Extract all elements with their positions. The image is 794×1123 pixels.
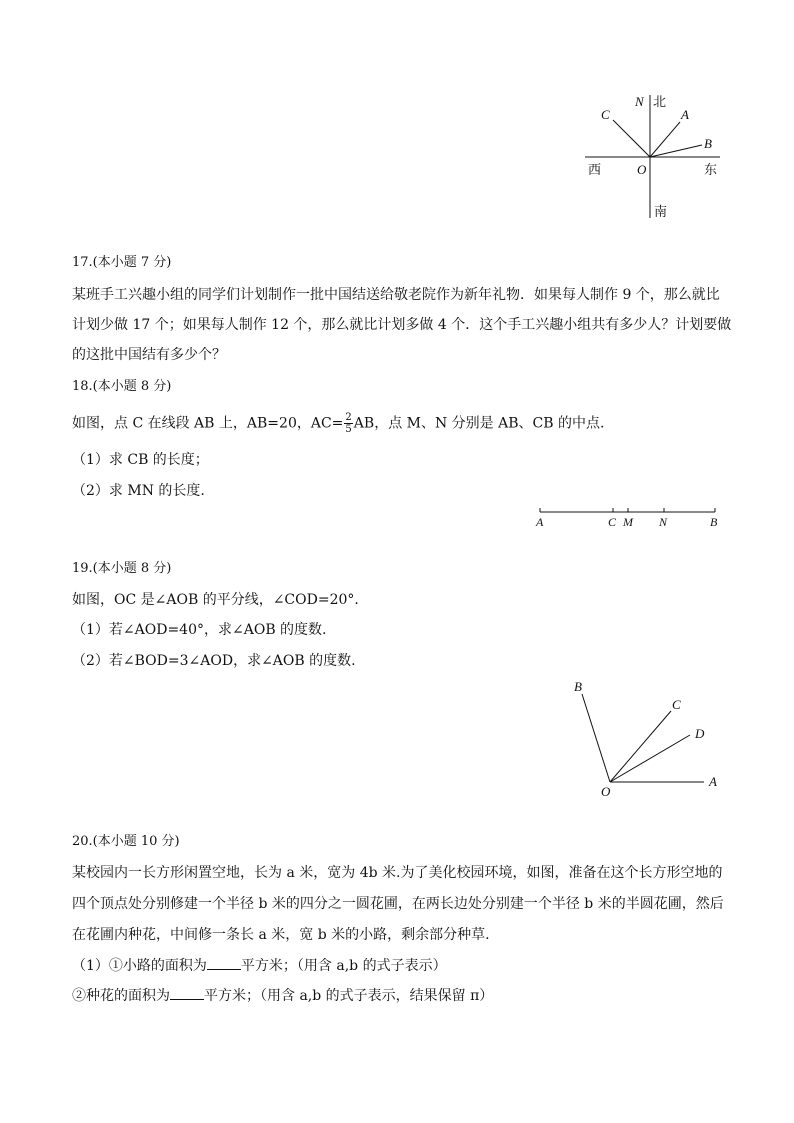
q20-heading: 20.(本小题 10 分) [72, 834, 180, 849]
angle-label-a: A [709, 774, 717, 789]
q19-part2: （2）若∠BOD=3∠AOD，求∠AOB 的度数. [72, 653, 356, 669]
q20-part1 [72, 956, 447, 976]
q18-text-line1 [72, 412, 604, 435]
q20-part2-prefix: ②种花的面积为 [72, 988, 170, 1004]
label-n: N [635, 94, 644, 109]
angle-label-d: D [695, 726, 705, 741]
ray-oc [613, 120, 650, 157]
label-b: B [704, 136, 712, 151]
label-c: C [601, 107, 610, 122]
q17-heading: 17.(本小题 7 分) [72, 255, 172, 270]
q17-text-line3: 的这批中国结有多少个？ [72, 347, 226, 363]
q19-text-line1: 如图，OC 是∠AOB 的平分线，∠COD=20°． [72, 592, 369, 608]
angle-figure [568, 676, 728, 802]
label-dong: 东 [704, 162, 718, 177]
q19-part1: （1）若∠AOD=40°，求∠AOB 的度数. [72, 622, 327, 638]
fraction-two-fifths [344, 412, 352, 435]
q17-text-line2: 计划少做 17 个；如果每人制作 12 个，那么就比计划多做 4 个．这个手工兴趣小组共有多少人？计划要做 [72, 317, 732, 333]
q20-part2-suffix: 平方米；（用含 a,b 的式子表示，结果保留 π） [204, 988, 494, 1004]
angle-label-c: C [672, 697, 681, 712]
ray-od [610, 735, 690, 782]
point-b-label: B [710, 515, 718, 529]
label-a: A [681, 107, 689, 122]
point-m-label: M [623, 515, 633, 529]
label-o: O [637, 162, 647, 177]
ray-oa [650, 122, 680, 157]
answer-blank-2 [170, 986, 204, 1000]
answer-blank-1 [207, 956, 241, 970]
q20-part1-suffix: 平方米；（用含 a,b 的式子表示） [240, 958, 447, 974]
q17-text-line1: 某班手工兴趣小组的同学们计划制作一批中国结送给敬老院作为新年礼物．如果每人制作 9 个，那么就比 [72, 287, 720, 303]
q18-text-part1: 如图，点 C 在线段 AB 上，AB=20，AC= [72, 415, 344, 432]
label-xi: 西 [588, 162, 602, 177]
q20-text-line1: 某校园内一长方形闲置空地，长为 a 米，宽为 4b 米.为了美化校园环境，如图，准备在这个长方形空地的 [72, 865, 723, 881]
q18-part2: （2）求 MN 的长度. [72, 483, 205, 499]
point-n-label: N [659, 515, 668, 529]
ray-ob [582, 694, 610, 782]
segment-figure [530, 504, 730, 532]
fraction-numerator: 2 [345, 412, 352, 423]
q20-part1-prefix: （1）①小路的面积为 [72, 958, 207, 974]
q20-text-line2: 四个顶点处分别修建一个半径 b 米的四分之一圆花圃，在两长边处分别建一个半径 b 米的半圆花圃，然后 [72, 896, 724, 912]
q19-heading: 19.(本小题 8 分) [72, 561, 172, 576]
label-nan: 南 [654, 204, 668, 219]
ray-oc [610, 711, 671, 782]
label-bei: 北 [653, 94, 667, 109]
fraction-denominator: 5 [345, 424, 352, 435]
point-a-label: A [536, 515, 544, 529]
q20-text-line3: 在花圃内种花，中间修一条长 a 米，宽 b 米的小路，剩余部分种草. [72, 927, 490, 943]
angle-label-o: O [601, 784, 611, 799]
q18-text-part2: AB，点 M、N 分别是 AB、CB 的中点. [353, 415, 605, 432]
point-c-label: C [608, 515, 617, 529]
compass-figure [580, 90, 725, 225]
angle-label-b: B [574, 679, 582, 694]
q18-heading: 18.(本小题 8 分) [72, 379, 172, 394]
q18-part1: （1）求 CB 的长度； [72, 452, 209, 468]
q20-part2 [72, 986, 493, 1006]
ray-ob [650, 145, 702, 157]
